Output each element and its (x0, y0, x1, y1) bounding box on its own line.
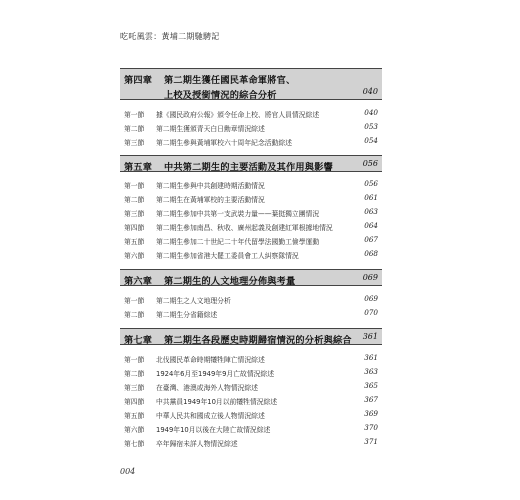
chapter-title: 中共第二期生的主要活動及其作用與影響 (164, 162, 333, 173)
toc-entry[interactable] (120, 393, 382, 407)
chapter-heading[interactable] (120, 68, 382, 100)
chapter-heading[interactable] (120, 328, 382, 345)
chapter-heading[interactable] (120, 269, 382, 286)
section-number: 第二節 (124, 370, 145, 378)
running-head: 吃吒風雲：黃埔二期馳騁記 (120, 32, 220, 41)
section-page: 061 (364, 193, 378, 202)
section-title: 第二期生參加二十世紀二十年代留學法國勤工儉學運動 (156, 238, 320, 246)
section-title: 據《國民政府公報》頒令任命上校、將官人員情況綜述 (156, 111, 320, 119)
section-number: 第二節 (124, 311, 145, 319)
chapter-title: 第二期生各段歷史時期歸宿情況的分析與綜合 (164, 335, 352, 346)
section-number: 第二節 (124, 196, 145, 204)
section-number: 第一節 (124, 111, 145, 119)
chapter-page: 040 (362, 87, 378, 96)
section-number: 第三節 (124, 384, 145, 392)
section-title: 第二期生參與黃埔軍校六十周年紀念活動綜述 (156, 139, 292, 147)
section-page: 371 (364, 437, 378, 446)
section-page: 054 (364, 136, 378, 145)
section-page: 370 (364, 423, 378, 432)
toc-entry[interactable] (120, 120, 382, 134)
section-number: 第四節 (124, 398, 145, 406)
toc-entry[interactable] (120, 205, 382, 219)
section-title: 第二期生之人文地理分析 (156, 297, 231, 305)
section-title: 卒年歸宿未詳人物情況綜述 (156, 440, 238, 448)
chapter-page: 361 (362, 332, 378, 341)
section-page: 068 (364, 249, 378, 258)
section-number: 第三節 (124, 139, 145, 147)
section-page: 369 (364, 409, 378, 418)
section-number: 第七節 (124, 440, 145, 448)
toc-entry[interactable] (120, 177, 382, 191)
section-title: 1924年6月至1949年9月亡故情況綜述 (156, 370, 275, 378)
section-title: 1949年10月以後在大陸亡故情況綜述 (156, 426, 271, 434)
section-title: 第二期生參加省港大罷工委員會工人糾察隊情況 (156, 252, 299, 260)
section-page: 063 (364, 207, 378, 216)
chapter-number: 第五章 (124, 162, 153, 173)
toc-entry[interactable] (120, 247, 382, 261)
toc-entry[interactable] (120, 233, 382, 247)
section-page: 070 (364, 308, 378, 317)
toc-entry[interactable] (120, 435, 382, 449)
toc-entry[interactable] (120, 351, 382, 365)
toc-entry[interactable] (120, 365, 382, 379)
section-page: 069 (364, 294, 378, 303)
section-title: 第二期生參與中共創建時期活動情況 (156, 182, 265, 190)
section-title: 在臺灣、港澳或海外人物情況綜述 (156, 384, 258, 392)
section-page: 056 (364, 179, 378, 188)
section-title: 中共黨員1949年10月以前犧牲情況綜述 (156, 398, 278, 406)
toc-entry[interactable] (120, 219, 382, 233)
section-title: 第二期生獲頒青天白日勳章情況綜述 (156, 125, 265, 133)
toc-entry[interactable] (120, 421, 382, 435)
section-page: 361 (364, 353, 378, 362)
section-page: 367 (364, 395, 378, 404)
toc-entry[interactable] (120, 379, 382, 393)
chapter-title: 第二期生獲任國民革命軍將官、 (164, 75, 296, 86)
section-number: 第一節 (124, 297, 145, 305)
chapter-page: 069 (362, 273, 378, 282)
section-number: 第四節 (124, 224, 145, 232)
chapter-number: 第七章 (124, 335, 153, 346)
section-number: 第六節 (124, 252, 145, 260)
toc-entry[interactable] (120, 191, 382, 205)
section-title: 第二期生分省籍綜述 (156, 311, 218, 319)
toc-entry[interactable] (120, 134, 382, 148)
section-page: 053 (364, 122, 378, 131)
toc-entry[interactable] (120, 306, 382, 320)
section-title: 第二期生參加南昌、秋收、廣州起義及創建紅軍根據地情況 (156, 224, 333, 232)
section-number: 第二節 (124, 125, 145, 133)
toc-entry[interactable] (120, 292, 382, 306)
section-number: 第五節 (124, 412, 145, 420)
section-page: 365 (364, 381, 378, 390)
chapter-page: 056 (362, 159, 378, 168)
toc-entry[interactable] (120, 106, 382, 120)
chapter-title: 第二期生的人文地理分佈與考量 (164, 276, 296, 287)
section-page: 040 (364, 108, 378, 117)
toc-entry[interactable] (120, 407, 382, 421)
section-title: 中華人民共和國成立後人物情況綜述 (156, 412, 265, 420)
section-title: 北伐國民革命時期犧牲陣亡情況綜述 (156, 356, 265, 364)
chapter-heading[interactable] (120, 155, 382, 172)
section-title: 第二期生在黃埔軍校的主要活動情況 (156, 196, 265, 204)
section-number: 第三節 (124, 210, 145, 218)
section-page: 363 (364, 367, 378, 376)
section-number: 第六節 (124, 426, 145, 434)
section-page: 064 (364, 221, 378, 230)
chapter-number: 第四章 (124, 75, 153, 86)
section-number: 第五節 (124, 238, 145, 246)
chapter-number: 第六章 (124, 276, 153, 287)
section-title: 第二期生參加中共第一支武裝力量——葉挺獨立團情況 (156, 210, 320, 218)
section-number: 第一節 (124, 356, 145, 364)
section-number: 第一節 (124, 182, 145, 190)
chapter-title-line2: 上校及授銜情況的綜合分析 (164, 90, 277, 101)
page-number: 004 (120, 467, 136, 476)
section-page: 067 (364, 235, 378, 244)
